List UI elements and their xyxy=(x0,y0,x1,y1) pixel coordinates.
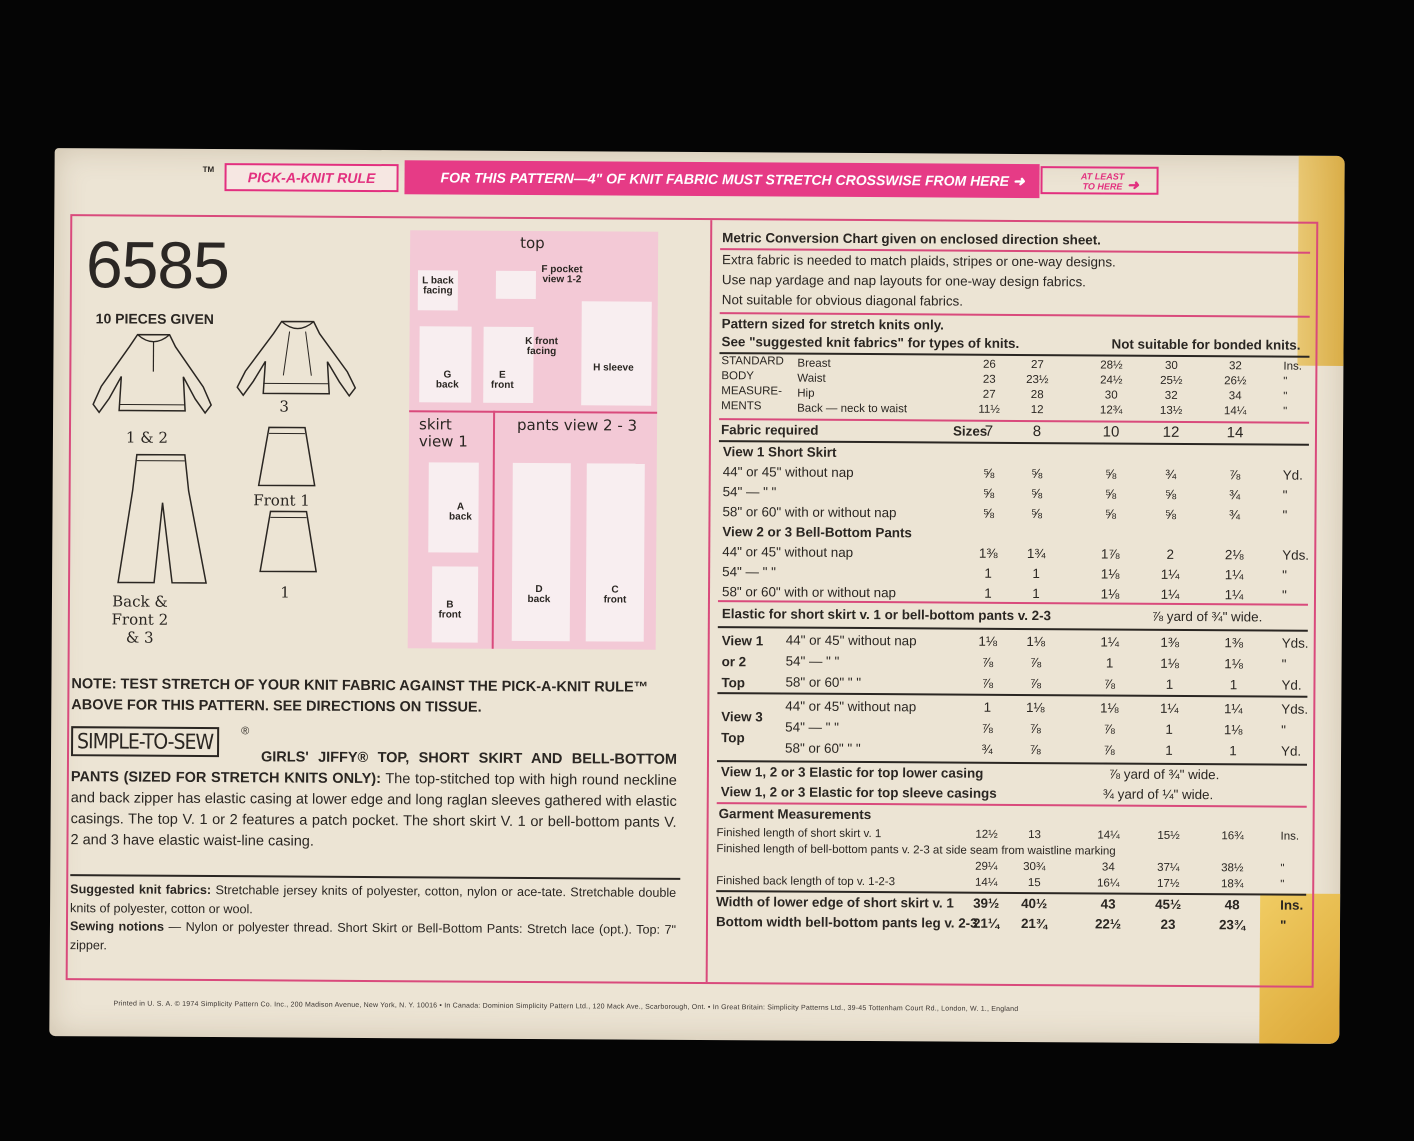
layout-top-title: top xyxy=(520,233,545,253)
table-cell: ⅞ xyxy=(1029,721,1041,737)
row-label: Back — neck to waist xyxy=(797,402,908,416)
table-cell: 1¾ xyxy=(1026,546,1046,562)
table-cell: ⅝ xyxy=(1030,486,1043,502)
unit-label: Ins. xyxy=(1283,360,1302,373)
table-cell: ⅞ xyxy=(981,675,994,691)
table-cell: 1 xyxy=(1229,677,1238,693)
unit-label: Yd. xyxy=(1282,467,1303,483)
table-cell: 1¼ xyxy=(1159,700,1179,716)
table-cell: 1⅞ xyxy=(1100,546,1120,562)
simple-to-sew-badge: SIMPLE-TO-SEW xyxy=(71,726,219,757)
table-cell: 1⅜ xyxy=(1160,634,1180,650)
table-cell: ⅞ xyxy=(1103,742,1115,758)
table-cell: 1 xyxy=(1105,655,1114,671)
table-cell: 30 xyxy=(1104,389,1118,402)
table-cell: 1¼ xyxy=(1100,634,1120,650)
suggested-text: Stretchable jersey knits of polyester, cotton, nylon or ace-tate. Stretchable double knits of polyester, cotton or wool. xyxy=(70,883,677,916)
unit-label: " xyxy=(1282,507,1288,523)
view-label-line: View 1 xyxy=(721,633,764,649)
table-cell: 16¾ xyxy=(1221,830,1244,843)
table-cell: ⅝ xyxy=(1164,486,1177,502)
body-label-line: MEASURE- xyxy=(721,385,782,398)
sized-note: Pattern sized for stretch knits only. xyxy=(721,316,944,333)
table-cell: 34 xyxy=(1101,861,1115,874)
row-label: Width of lower edge of short skirt v. 1 xyxy=(716,894,954,911)
metric-chart-note: Metric Conversion Chart given on enclosed direction sheet. xyxy=(722,230,1101,248)
table-cell: ⅝ xyxy=(1104,486,1117,502)
table-cell: ⅞ xyxy=(1029,676,1042,692)
table-cell: 12 xyxy=(1030,404,1044,417)
copyright-footer: Printed in U. S. A. © 1974 Simplicity Pattern Co. Inc., 200 Madison Avenue, New York, N. Y. 10016 • In Canada: Dominion Simplicity Pattern Ltd., 120 Mack Ave., Scarborough, Ont. • In Great Britain: Simplicity Patterns Ltd., 39-45 Tottenham Court Rd., London, W. 1., England xyxy=(113,1000,1019,1013)
extra-fabric-note: Extra fabric is needed to match plaids, stripes or one-way designs. xyxy=(722,252,1116,270)
table-cell: 1 xyxy=(1032,586,1040,602)
table-cell: 38½ xyxy=(1221,862,1244,875)
view-label-line: Top xyxy=(721,675,746,691)
row-label: 58" or 60" with or without nap xyxy=(722,504,897,521)
pattern-envelope xyxy=(49,148,1344,1044)
unit-label: " xyxy=(1280,878,1285,891)
view3-top-label xyxy=(721,706,763,748)
table-cell: 22½ xyxy=(1094,916,1122,932)
table-cell: 1⅛ xyxy=(978,633,998,649)
table-cell: 1 xyxy=(984,585,992,601)
table-cell: ⅞ xyxy=(981,654,994,670)
unit-label: Yd. xyxy=(1281,743,1302,759)
table-cell: 45½ xyxy=(1155,896,1182,912)
table-cell: 14¼ xyxy=(1097,829,1120,842)
view23-heading: View 2 or 3 Bell-Bottom Pants xyxy=(722,524,912,541)
table-cell: 26½ xyxy=(1224,375,1247,388)
table-cell: 1 xyxy=(1165,676,1174,692)
piece-H xyxy=(581,301,652,405)
row-label: 58" or 60" " " xyxy=(785,674,862,691)
table-cell: 48 xyxy=(1224,897,1240,913)
body-label xyxy=(721,354,784,414)
stretch-rule-text: FOR THIS PATTERN—4" OF KNIT FABRIC MUST STRETCH CROSSWISE FROM HERE xyxy=(440,169,1010,189)
fabric-required-heading: Fabric required xyxy=(720,422,819,438)
unit-label: " xyxy=(1281,656,1287,672)
body-measurements-table xyxy=(72,216,1316,224)
table-cell: 1⅜ xyxy=(978,545,998,561)
elastic-sleeve: View 1, 2 or 3 Elastic for top sleeve casings xyxy=(720,784,997,801)
table-cell: 2 xyxy=(1166,546,1175,562)
sketch-label-3: 3 xyxy=(279,397,289,416)
piece-G xyxy=(419,326,471,402)
table-cell: ⅝ xyxy=(983,465,995,481)
size-header: 10 xyxy=(1102,423,1120,441)
table-cell: 1 xyxy=(983,699,992,715)
table-cell: 17½ xyxy=(1157,877,1180,890)
view12-top-label xyxy=(721,630,763,693)
table-cell: 12½ xyxy=(975,828,998,841)
garment-heading: Garment Measurements xyxy=(718,806,872,823)
description-body: The top-stitched top with high round neckline and back zipper has elastic casing at lower edge and long raglan sleeves gathered with elastic casings. The top V. 1 or 2 features a patch pocket. The short skirt V. 1 or bell-bottom pants V. 2 and 3 have elastic waist-line casing. xyxy=(70,771,677,850)
piece-C xyxy=(586,463,645,641)
table-cell: ⅞ xyxy=(1103,721,1115,737)
sketch-label-back-front-2-3: Back & Front 2 & 3 xyxy=(111,592,169,647)
row-label: Finished back length of top v. 1-2-3 xyxy=(716,875,896,889)
unit-label: " xyxy=(1283,405,1288,418)
table-cell: ⅞ xyxy=(1229,467,1241,483)
layout-divider xyxy=(409,410,657,414)
piece-label-H: H sleeve xyxy=(593,362,634,374)
row-label: 58" or 60" " " xyxy=(785,740,861,757)
table-cell: 43 xyxy=(1100,896,1116,912)
table-cell: 13½ xyxy=(1159,404,1183,417)
unit-label: " xyxy=(1283,390,1288,403)
unit-label: " xyxy=(1282,487,1288,503)
pattern-layout-diagram xyxy=(408,230,659,650)
sketch-label-1-2: 1 & 2 xyxy=(125,428,168,447)
row-label: Hip xyxy=(797,387,815,400)
piece-label-D: D back xyxy=(527,584,551,606)
row-label: 44" or 45" without nap xyxy=(785,698,917,715)
row-label: 54" — " " xyxy=(722,564,776,580)
table-cell: ¾ xyxy=(1165,466,1177,482)
stretch-test-note: NOTE: TEST STRETCH OF YOUR KNIT FABRIC AGAINST THE PICK-A-KNIT RULE™ ABOVE FOR THIS PATTERN. SEE DIRECTIONS ON TISSUE. xyxy=(71,676,649,716)
elastic-skirt-pants-amount: ⅞ yard of ¾" wide. xyxy=(1151,608,1263,625)
table-cell: 14¼ xyxy=(1223,405,1247,418)
layout-skirt-title: skirt view 1 xyxy=(418,415,468,451)
notions-label: Sewing notions xyxy=(69,919,165,934)
row-label: Finished length of short skirt v. 1 xyxy=(716,827,882,841)
table-cell: ¾ xyxy=(1228,487,1241,503)
stretch-rule-bar xyxy=(404,160,1039,198)
unit-label: Yds. xyxy=(1281,701,1309,717)
piece-label-C: C front xyxy=(603,584,627,606)
table-cell: 24½ xyxy=(1100,374,1123,387)
pattern-description xyxy=(70,746,677,855)
unit-label: " xyxy=(1283,375,1288,388)
size-header: 8 xyxy=(1032,423,1042,441)
table-cell: 18¾ xyxy=(1221,878,1244,891)
row-label: Breast xyxy=(797,357,831,370)
sizes-row xyxy=(72,216,1316,224)
elastic-skirt-pants: Elastic for short skirt v. 1 or bell-bottom pants v. 2-3 xyxy=(721,606,1052,624)
skirt-sketch-back xyxy=(256,507,320,581)
unit-label: " xyxy=(1281,587,1287,603)
registered-mark: ® xyxy=(241,725,250,738)
piece-label-B: B front xyxy=(438,599,462,621)
notions-text: — Nylon or polyester thread. Short Skirt or Bell-Bottom Pants: Stretch lace (opt.). Top: 7" zipper. xyxy=(69,919,676,952)
piece-label-L: L back facing xyxy=(422,275,454,297)
table-cell: ⅞ xyxy=(981,720,993,736)
piece-label-E: E front xyxy=(490,369,514,391)
table-cell: ¾ xyxy=(1228,507,1241,523)
table-cell: 34 xyxy=(1228,390,1242,403)
table-cell: ⅝ xyxy=(1105,466,1117,482)
diagonal-note: Not suitable for obvious diagonal fabrics. xyxy=(721,292,964,309)
table-cell: 1⅛ xyxy=(1099,700,1119,716)
size-header: 12 xyxy=(1162,423,1180,441)
table-cell: 23 xyxy=(982,373,996,386)
sizes-label: Sizes xyxy=(952,423,988,439)
table-cell: 11½ xyxy=(978,403,1000,416)
table-cell: 1¼ xyxy=(1224,567,1244,583)
sketch-label-1: 1 xyxy=(280,583,290,602)
view12-top-table xyxy=(72,216,1316,224)
row-label: 54" — " " xyxy=(785,719,839,735)
unit-label: Yds. xyxy=(1282,547,1310,563)
table-cell: ⅝ xyxy=(1104,506,1117,522)
table-cell: 1⅛ xyxy=(1160,655,1179,671)
piece-label-G: G back xyxy=(435,369,459,391)
see-note: See "suggested knit fabrics" for types of knits. xyxy=(721,334,1020,351)
unit-label: " xyxy=(1282,567,1287,583)
table-cell: 15 xyxy=(1027,877,1041,890)
table-cell: 21¼ xyxy=(972,915,1000,931)
stretch-rule-end-text: AT LEAST TO HERE xyxy=(1080,171,1125,192)
table-cell: 23 xyxy=(1160,916,1176,932)
table-cell: 30¾ xyxy=(1023,860,1046,874)
view1-heading: View 1 Short Skirt xyxy=(722,444,837,460)
pick-a-knit-rule-label: PICK-A-KNIT RULE xyxy=(224,163,398,192)
piece-F xyxy=(496,271,536,299)
table-cell: 25½ xyxy=(1160,374,1183,387)
table-cell: ⅝ xyxy=(982,505,995,521)
table-cell: 16¼ xyxy=(1097,877,1120,890)
view-label-line: or 2 xyxy=(721,654,747,670)
table-cell: ⅞ xyxy=(1029,742,1041,758)
table-cell: 28 xyxy=(1030,389,1044,402)
table-cell: 14¼ xyxy=(975,876,998,889)
table-cell: 32 xyxy=(1164,389,1178,402)
unit-label: Ins. xyxy=(1280,897,1304,913)
suggested-label: Suggested knit fabrics: xyxy=(70,882,212,898)
table-cell: 1¼ xyxy=(1160,566,1180,582)
table-cell: 1¼ xyxy=(1223,701,1243,717)
unit-label: Yds. xyxy=(1281,635,1309,651)
table-cell: 21¾ xyxy=(1020,915,1048,932)
table-cell: 37¼ xyxy=(1157,861,1180,874)
view-label-line: Top xyxy=(721,730,745,746)
table-cell: 1⅛ xyxy=(1223,722,1243,738)
pattern-number: 6585 xyxy=(85,227,230,303)
table-cell: 23½ xyxy=(1026,374,1049,387)
table-cell: 27 xyxy=(1030,359,1044,372)
table-cell: ⅞ xyxy=(1029,655,1042,671)
nap-note: Use nap yardage and nap layouts for one-way design fabrics. xyxy=(721,272,1086,290)
table-cell: 26 xyxy=(982,358,996,371)
bonded-note: Not suitable for bonded knits. xyxy=(1111,336,1301,353)
unit-label: " xyxy=(1281,722,1287,738)
table-cell: 13 xyxy=(1028,829,1041,842)
table-cell: 1 xyxy=(1165,742,1173,758)
table-cell: 2⅛ xyxy=(1224,547,1244,563)
view-label-line: View 3 xyxy=(721,709,763,725)
arrow-right-icon: ➜ xyxy=(1126,176,1139,193)
table-cell: 23¾ xyxy=(1218,917,1246,933)
elastic-sleeve-amount: ¾ yard of ¼" wide. xyxy=(1102,786,1214,803)
top-sketch-view-1-2 xyxy=(87,326,218,437)
row-label: Bottom width bell-bottom pants leg v. 2-3 xyxy=(715,914,978,931)
row-label: 54" — " " xyxy=(785,653,840,669)
unit-label: " xyxy=(1280,862,1285,875)
trademark-mark: TM xyxy=(202,164,215,175)
table-cell: 1⅛ xyxy=(1025,700,1045,716)
table-cell: ⅝ xyxy=(1030,506,1043,522)
layout-pants-title: pants view 2 - 3 xyxy=(516,415,638,435)
piece-label-A: A back xyxy=(449,501,472,523)
table-cell: 1⅛ xyxy=(1026,634,1046,650)
row-label: 44" or 45" without nap xyxy=(785,632,917,649)
section-rule xyxy=(70,874,680,880)
unit-label: Ins. xyxy=(1280,830,1300,843)
view1-fabric-table xyxy=(72,216,1316,224)
elastic-lower: View 1, 2 or 3 Elastic for top lower casing xyxy=(720,764,984,781)
pants-sketch xyxy=(110,450,211,591)
table-cell: 1⅛ xyxy=(1224,656,1243,672)
table-cell: 1¼ xyxy=(1160,586,1180,602)
row-label: 58" or 60" with or without nap xyxy=(721,584,897,601)
body-label-line: STANDARD xyxy=(721,355,784,368)
table-cell: 1 xyxy=(1032,566,1040,582)
suggested-fabrics xyxy=(70,880,676,958)
size-header: 14 xyxy=(1226,424,1244,442)
table-cell: 1⅛ xyxy=(1100,586,1120,602)
table-cell: 1⅜ xyxy=(1224,635,1244,651)
description-title: GIRLS' JIFFY® TOP, SHORT SKIRT AND BELL-BOTTOM PANTS (SIZED FOR STRETCH KNITS ONLY): xyxy=(70,749,678,788)
sketch-label-front-1: Front 1 xyxy=(253,491,310,510)
width-measurements-table xyxy=(72,216,1316,224)
piece-D xyxy=(512,463,571,641)
table-cell: 27 xyxy=(982,388,996,401)
table-cell: 1⅛ xyxy=(1100,566,1120,582)
row-label: 54" — " " xyxy=(722,484,777,500)
stretch-rule-end xyxy=(1040,166,1158,195)
column-divider xyxy=(706,220,713,982)
row-label: Finished length of bell-bottom pants v. 2-3 at side seam from waistline marking xyxy=(716,843,1116,858)
table-cell: 1¼ xyxy=(1224,587,1244,603)
table-cell: ¾ xyxy=(981,741,993,757)
pieces-count: 10 PIECES GIVEN xyxy=(95,310,215,328)
elastic-lower-amount: ⅞ yard of ¾" wide. xyxy=(1108,766,1220,783)
pattern-info-frame xyxy=(66,214,1319,988)
table-cell: 30 xyxy=(1164,359,1178,372)
body-label-line: MENTS xyxy=(721,400,762,413)
table-cell: 1 xyxy=(1165,721,1173,737)
piece-label-K: K front facing xyxy=(525,335,558,358)
row-label: Waist xyxy=(797,372,826,385)
table-cell: ⅝ xyxy=(982,485,995,501)
table-cell: 40½ xyxy=(1021,895,1048,912)
table-cell: 1 xyxy=(984,565,992,581)
unit-label: Yd. xyxy=(1281,677,1302,693)
table-cell: ⅝ xyxy=(1164,506,1177,522)
table-cell: 29¼ xyxy=(975,860,998,873)
table-cell: 15½ xyxy=(1157,829,1180,842)
table-cell: 32 xyxy=(1228,360,1242,373)
table-cell: 28½ xyxy=(1100,359,1123,372)
row-label: 44" or 45" without nap xyxy=(722,544,854,560)
size-header: 7 xyxy=(984,422,994,440)
body-label-line: BODY xyxy=(721,370,754,383)
table-cell: 39½ xyxy=(973,895,1000,911)
unit-label: " xyxy=(1279,917,1287,933)
garment-measurements-table xyxy=(72,216,1316,224)
row-label: 44" or 45" without nap xyxy=(722,464,854,480)
view3-top-table xyxy=(72,216,1316,224)
view23-fabric-table xyxy=(72,216,1316,224)
table-cell: ⅞ xyxy=(1103,676,1116,692)
table-cell: ⅝ xyxy=(1031,466,1043,482)
arrow-right-icon: ➜ xyxy=(1012,172,1025,189)
layout-divider xyxy=(492,411,495,649)
table-cell: 1 xyxy=(1229,743,1237,759)
piece-label-F: F pocket view 1-2 xyxy=(541,264,583,286)
skirt-sketch-front xyxy=(255,423,319,493)
table-cell: 12¾ xyxy=(1099,404,1123,417)
